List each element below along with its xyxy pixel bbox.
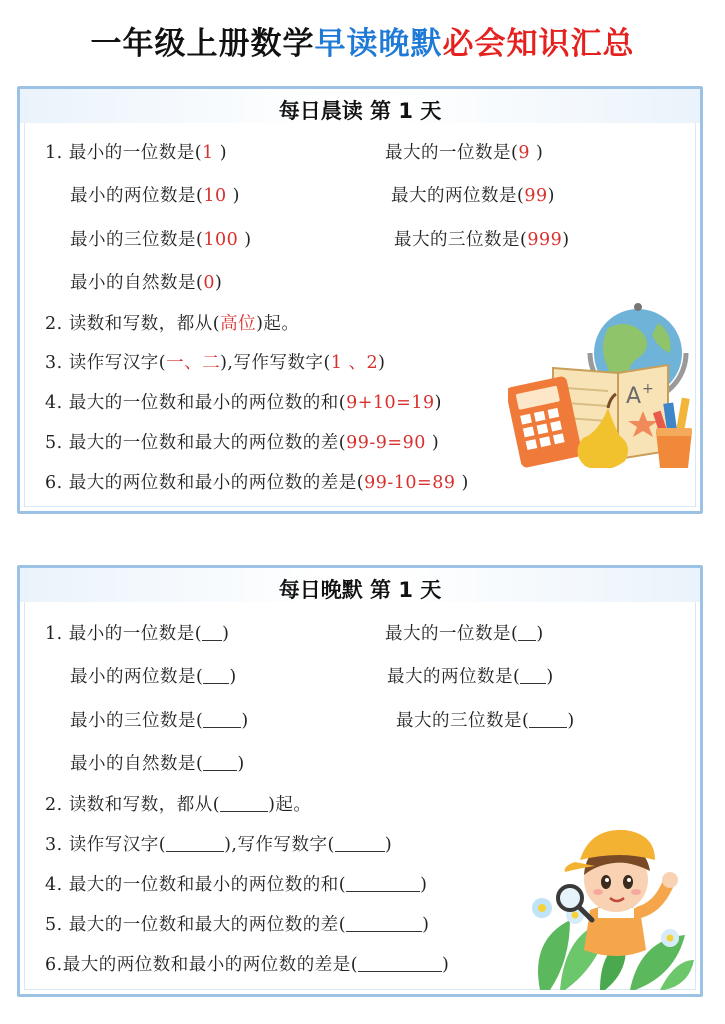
- answer-blank[interactable]: [346, 875, 420, 892]
- answer: 100: [203, 230, 239, 250]
- q-text: )起。: [268, 795, 312, 815]
- q-text: 最小的自然数是(: [70, 273, 204, 293]
- q-text: 最大的三位数是(: [396, 711, 530, 731]
- answer: 9+10=19: [346, 393, 435, 413]
- morning-q2: [45, 310, 299, 335]
- answer: 高位: [220, 314, 257, 334]
- q-text: ): [222, 624, 230, 644]
- q-text: 最大的两位数是(: [391, 186, 525, 206]
- q-text: ): [434, 393, 442, 413]
- answer-blank[interactable]: [520, 667, 546, 684]
- answer: 9: [518, 143, 530, 163]
- q-text: 4. 最大的一位数和最小的两位数的和(: [45, 393, 347, 413]
- q-text: ): [422, 915, 430, 935]
- answer-blank[interactable]: [202, 624, 222, 641]
- evening-q1f: [396, 707, 575, 732]
- q-text: 5. 最大的一位数和最大的两位数的差(: [45, 915, 347, 935]
- answer: 一、二: [166, 353, 221, 373]
- evening-q1g: [70, 750, 245, 775]
- q-text: 2. 读数和写数，都从(: [45, 314, 221, 334]
- answer-blank[interactable]: [335, 835, 385, 852]
- q-text: ): [237, 754, 245, 774]
- morning-q5: [45, 429, 439, 454]
- q-text: 3. 读作写汉字(: [45, 835, 167, 855]
- q-text: 最小的三位数是(: [70, 711, 204, 731]
- answer-blank[interactable]: [203, 754, 237, 771]
- q-text: 最大的一位数是(: [385, 624, 519, 644]
- q-text: ): [384, 835, 393, 855]
- q-text: ): [547, 186, 555, 206]
- evening-q1c: [70, 663, 237, 688]
- morning-q1c: [70, 182, 240, 207]
- q-text: ): [562, 230, 570, 250]
- evening-recital-card: [17, 565, 703, 997]
- q-text: 最大的一位数是(: [385, 143, 519, 163]
- evening-q1e: [70, 707, 249, 732]
- morning-q1d: [391, 182, 555, 207]
- answer: 0: [203, 273, 215, 293]
- answer: 1: [202, 143, 214, 163]
- morning-heading: 每日晨读 第 1 天: [278, 99, 442, 123]
- svg-text:A: A: [626, 384, 642, 409]
- q-text: ): [226, 186, 240, 206]
- q-text: ): [238, 230, 252, 250]
- q-text: 最大的三位数是(: [394, 230, 528, 250]
- q-text: ): [546, 667, 554, 687]
- page-title: [0, 18, 725, 63]
- q-text: ): [425, 433, 440, 453]
- q-text: 最小的三位数是(: [70, 230, 204, 250]
- evening-q1b: [385, 620, 544, 645]
- q-text: 6. 最大的两位数和最小的两位数的差是(: [45, 473, 365, 493]
- q-text: ): [455, 473, 469, 493]
- morning-q6: [45, 469, 469, 494]
- morning-q1f: [394, 226, 570, 251]
- evening-q1d: [387, 663, 554, 688]
- q-text: 最大的两位数是(: [387, 667, 521, 687]
- evening-q6: [45, 951, 449, 976]
- evening-q3: [45, 831, 392, 856]
- answer: 99: [524, 186, 548, 206]
- title-part-1: 一年级上册数学: [90, 26, 315, 62]
- q-text: ),写作写数字(: [220, 353, 331, 373]
- answer-blank[interactable]: [518, 624, 536, 641]
- morning-q1a: [45, 139, 227, 164]
- answer-blank[interactable]: [529, 711, 567, 728]
- q-text: 最小的自然数是(: [70, 754, 204, 774]
- q-text: ): [420, 875, 428, 895]
- q-text: ): [241, 711, 249, 731]
- q-text: )起。: [256, 314, 300, 334]
- evening-q5: [45, 911, 429, 936]
- answer-blank[interactable]: [220, 795, 268, 812]
- q-text: ): [214, 273, 223, 293]
- title-part-3: 必会知识汇总: [442, 26, 635, 62]
- q-text: ): [567, 711, 575, 731]
- answer-blank[interactable]: [358, 955, 442, 972]
- evening-q2: [45, 791, 311, 816]
- q-text: 1. 最小的一位数是(: [45, 624, 203, 644]
- q-text: ): [378, 353, 386, 373]
- answer-blank[interactable]: [166, 835, 224, 852]
- q-text: 6.最大的两位数和最小的两位数的差是(: [45, 955, 359, 975]
- svg-text:+: +: [642, 381, 654, 397]
- morning-reading-card: [17, 86, 703, 514]
- q-text: ),写作写数字(: [224, 835, 335, 855]
- q-text: ): [442, 955, 450, 975]
- stationery-illustration: [508, 303, 696, 468]
- answer: 999: [527, 230, 563, 250]
- evening-q1a: [45, 620, 229, 645]
- morning-q1e: [70, 226, 252, 251]
- evening-q4: [45, 871, 427, 896]
- q-text: ): [229, 667, 237, 687]
- q-text: 3. 读作写汉字(: [45, 353, 167, 373]
- q-text: ): [213, 143, 228, 163]
- answer: 1 、2: [330, 353, 379, 373]
- evening-heading: 每日晚默 第 1 天: [278, 578, 442, 602]
- q-text: 5. 最大的一位数和最大的两位数的差(: [45, 433, 347, 453]
- answer: 99-9=90: [346, 433, 426, 453]
- morning-q1b: [385, 139, 543, 164]
- q-text: 最小的两位数是(: [70, 667, 204, 687]
- answer-blank[interactable]: [203, 667, 229, 684]
- morning-q4: [45, 389, 442, 414]
- answer-blank[interactable]: [203, 711, 241, 728]
- q-text: 4. 最大的一位数和最小的两位数的和(: [45, 875, 347, 895]
- q-text: 1. 最小的一位数是(: [45, 143, 203, 163]
- answer-blank[interactable]: [346, 915, 422, 932]
- morning-q3: [45, 349, 385, 374]
- morning-q1g: [70, 269, 222, 294]
- boy-with-magnifier-illustration: [520, 820, 696, 992]
- answer: 99-10=89: [364, 473, 456, 493]
- title-part-2: 早读晚默: [314, 26, 443, 62]
- q-text: 最小的两位数是(: [70, 186, 204, 206]
- answer: 10: [203, 186, 227, 206]
- q-text: 2. 读数和写数，都从(: [45, 795, 221, 815]
- q-text: ): [536, 624, 544, 644]
- q-text: ): [529, 143, 544, 163]
